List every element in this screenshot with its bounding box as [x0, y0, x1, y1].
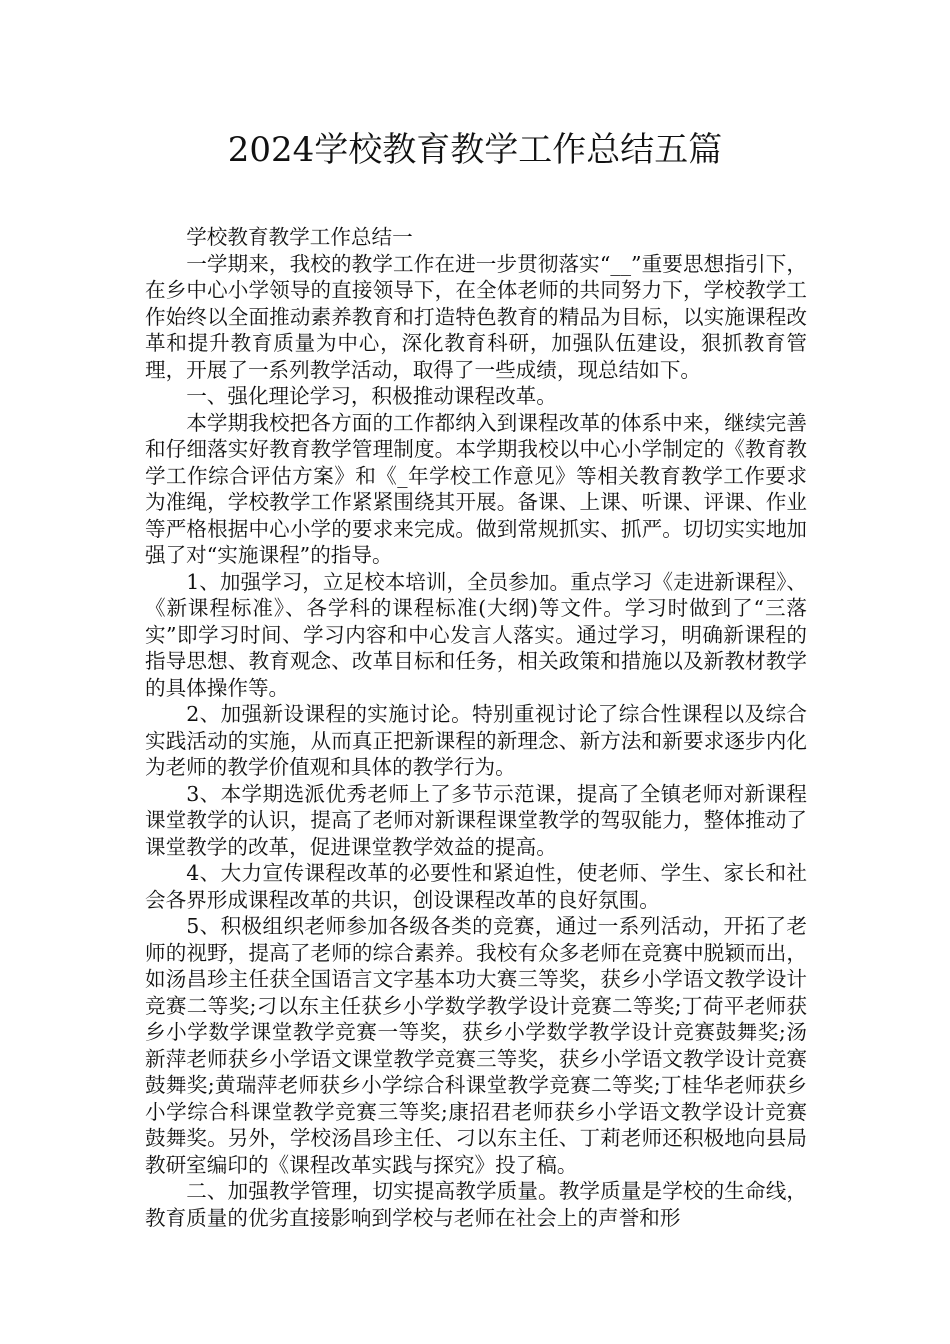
- paragraph: 一学期来，我校的教学工作在进一步贯彻落实“__”重要思想指引下，在乡中心小学领导的直接领导下，在全体老师的共同努力下，学校教学工作始终以全面推动素养教育和打造特色教育的精品为目标，以实施课程改革和提升教育质量为中心，深化教育科研，加强队伍建设，狠抓教育管理，开展了一系列教学活动，取得了一些成绩，现总结如下。: [145, 251, 807, 382]
- list-item: 4、大力宣传课程改革的必要性和紧迫性，使老师、学生、家长和社会各界形成课程改革的共识，创设课程改革的良好氛围。: [145, 861, 807, 912]
- list-item: 2、加强新设课程的实施讨论。特别重视讨论了综合性课程以及综合实践活动的实施，从而真正把新课程的新理念、新方法和新要求逐步内化为老师的教学价值观和具体的教学行为。: [145, 702, 807, 779]
- document-title: 2024学校教育教学工作总结五篇: [227, 130, 723, 170]
- list-item: 5、积极组织老师参加各级各类的竞赛，通过一系列活动，开拓了老师的视野，提高了老师的综合素养。我校有众多老师在竞赛中脱颖而出，如汤昌珍主任获全国语言文字基本功大赛三等奖，获乡小学语文教学设计竞赛二等奖;刁以东主任获乡小学数学教学设计竞赛二等奖;丁荷平老师获乡小学数学课堂教学竞赛一等奖，获乡小学数学教学设计竞赛鼓舞奖;汤新萍老师获乡小学语文课堂教学竞赛三等奖，获乡小学语文教学设计竞赛鼓舞奖;黄瑞萍老师获乡小学综合科课堂教学竞赛二等奖;丁桂华老师获乡小学综合科课堂教学竞赛三等奖;康招君老师获乡小学语文教学设计竞赛鼓舞奖。另外，学校汤昌珍主任、刁以东主任、丁莉老师还积极地向县局教研室编印的《课程改革实践与探究》投了稿。: [145, 914, 807, 1177]
- document-body: [145, 224, 807, 1231]
- section-heading: 一、强化理论学习，积极推动课程改革。: [186, 384, 557, 408]
- list-item: 1、加强学习，立足校本培训，全员参加。重点学习《走进新课程》、《新课程标准》、各学科的课程标准(大纲)等文件。学习时做到了“三落实”即学习时间、学习内容和中心发言人落实。通过学习，明确新课程的指导思想、教育观念、改革目标和任务，相关政策和措施以及新教材教学的具体操作等。: [145, 569, 807, 700]
- list-item: 3、本学期选派优秀老师上了多节示范课，提高了全镇老师对新课程课堂教学的认识，提高了老师对新课程课堂教学的驾驭能力，整体推动了课堂教学的改革，促进课堂教学效益的提高。: [145, 781, 807, 859]
- section-heading: 学校教育教学工作总结一: [186, 225, 413, 249]
- paragraph: 二、加强教学管理，切实提高教学质量。教学质量是学校的生命线，教育质量的优劣直接影响到学校与老师在社会上的声誉和形: [145, 1179, 807, 1230]
- paragraph: 本学期我校把各方面的工作都纳入到课程改革的体系中来，继续完善和仔细落实好教育教学管理制度。本学期我校以中心小学制定的《教育教学工作综合评估方案》和《_年学校工作意见》等相关教育教学工作要求为准绳，学校教学工作紧紧围绕其开展。备课、上课、听课、评课、作业等严格根据中心小学的要求来完成。做到常规抓实、抓严。切切实实地加强了对“实施课程”的指导。: [145, 410, 807, 567]
